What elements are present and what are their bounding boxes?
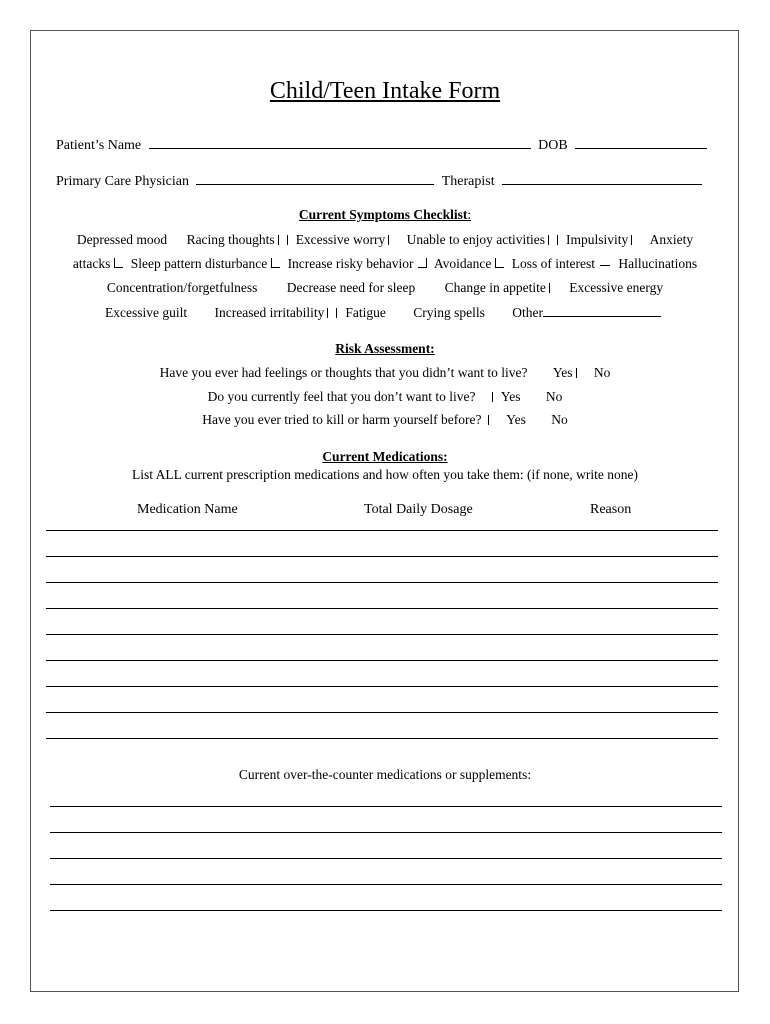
checkbox-icon[interactable]: [488, 415, 494, 425]
symptoms-row-2: [0, 256, 770, 272]
checkbox-icon[interactable]: [576, 368, 582, 378]
symptoms-heading: [0, 207, 770, 223]
risk-q1-no[interactable]: No: [593, 365, 611, 380]
checkbox-icon[interactable]: [631, 235, 637, 245]
symptom-crying-spells[interactable]: Crying spells: [413, 305, 485, 320]
symptom-decrease-sleep[interactable]: Decrease need for sleep: [286, 280, 416, 295]
medication-line[interactable]: [46, 530, 718, 531]
otc-line[interactable]: [50, 858, 722, 859]
pcp-label: Primary Care Physician: [56, 174, 189, 189]
symptom-depressed-mood[interactable]: Depressed mood: [76, 232, 168, 247]
checkbox-icon[interactable]: [600, 265, 610, 266]
column-reason: Reason: [590, 502, 632, 517]
symptom-concentration[interactable]: Concentration/forgetfulness: [106, 280, 258, 295]
symptom-avoidance[interactable]: Avoidance: [433, 256, 492, 271]
otc-label: Current over-the-counter medications or supplements:: [238, 767, 532, 782]
medication-line[interactable]: [46, 582, 718, 583]
medication-line[interactable]: [46, 608, 718, 609]
dob-label: DOB: [538, 138, 568, 153]
symptom-racing-thoughts[interactable]: Racing thoughts: [186, 232, 275, 247]
medication-line[interactable]: [46, 686, 718, 687]
pcp-field[interactable]: [196, 172, 434, 185]
checkbox-icon[interactable]: [271, 258, 280, 268]
risk-q3-yes[interactable]: Yes: [506, 412, 526, 427]
medication-line[interactable]: [46, 660, 718, 661]
risk-q2-text: Do you currently feel that you don’t want to live?: [207, 389, 476, 404]
symptom-increase-risky[interactable]: Increase risky behavior: [287, 256, 414, 271]
symptom-other[interactable]: Other: [512, 305, 543, 320]
medications-heading: Current Medications:: [322, 449, 448, 464]
column-total-daily-dosage: Total Daily Dosage: [364, 502, 473, 517]
checkbox-icon[interactable]: [492, 392, 498, 402]
risk-question-2: [0, 389, 770, 405]
form-title: Child/Teen Intake Form: [269, 78, 501, 104]
symptom-fatigue[interactable]: Fatigue: [345, 305, 386, 320]
medication-line[interactable]: [46, 556, 718, 557]
therapist-field[interactable]: [502, 172, 702, 185]
other-symptom-field[interactable]: [543, 304, 661, 317]
symptom-unable-to-enjoy[interactable]: Unable to enjoy activities: [406, 232, 546, 247]
otc-line[interactable]: [50, 832, 722, 833]
patient-name-row: [56, 136, 711, 154]
checkbox-icon[interactable]: [287, 235, 293, 245]
symptoms-heading-text: Current Symptoms Checklist: [298, 207, 468, 222]
dob-field[interactable]: [575, 136, 707, 149]
checkbox-icon[interactable]: [418, 258, 427, 268]
patient-name-label: Patient’s Name: [56, 138, 142, 153]
symptom-sleep-pattern[interactable]: Sleep pattern disturbance: [130, 256, 268, 271]
risk-heading: Risk Assessment:: [335, 341, 435, 356]
checkbox-icon[interactable]: [114, 258, 123, 268]
risk-q2-no[interactable]: No: [545, 389, 563, 404]
symptom-hallucinations[interactable]: Hallucinations: [618, 256, 698, 271]
otc-line[interactable]: [50, 884, 722, 885]
checkbox-icon[interactable]: [495, 258, 504, 268]
medication-line[interactable]: [46, 634, 718, 635]
checkbox-icon[interactable]: [388, 235, 394, 245]
symptom-excessive-energy[interactable]: Excessive energy: [569, 280, 664, 295]
therapist-label: Therapist: [441, 174, 495, 189]
patient-name-field[interactable]: [149, 136, 531, 149]
risk-question-1: [0, 365, 770, 381]
symptom-excessive-worry[interactable]: Excessive worry: [295, 232, 386, 247]
risk-q1-text: Have you ever had feelings or thoughts that you didn’t want to live?: [159, 365, 528, 380]
symptom-excessive-guilt[interactable]: Excessive guilt: [105, 305, 188, 320]
symptom-anxiety-attacks-part1[interactable]: Anxiety: [649, 232, 694, 247]
risk-q1-yes[interactable]: Yes: [552, 365, 573, 380]
otc-line[interactable]: [50, 806, 722, 807]
symptom-loss-of-interest[interactable]: Loss of interest: [511, 256, 595, 271]
symptoms-row-3: [0, 280, 770, 296]
symptoms-row-1: [0, 232, 770, 248]
symptom-increased-irritability[interactable]: Increased irritability: [214, 305, 325, 320]
physician-row: [56, 172, 706, 190]
symptom-anxiety-attacks-part2[interactable]: attacks: [72, 256, 111, 271]
checkbox-icon[interactable]: [549, 283, 555, 293]
symptoms-heading-colon: :: [467, 207, 472, 222]
otc-line[interactable]: [50, 910, 722, 911]
risk-q2-yes[interactable]: Yes: [500, 389, 521, 404]
checkbox-icon[interactable]: [278, 235, 284, 245]
medications-instructions: List ALL current prescription medications and how often you take them: (if none, write none): [132, 467, 638, 482]
checkbox-icon[interactable]: [336, 308, 342, 318]
symptom-impulsivity[interactable]: Impulsivity: [566, 232, 629, 247]
column-medication-name: Medication Name: [137, 502, 238, 517]
medication-line[interactable]: [46, 712, 718, 713]
risk-q3-no[interactable]: No: [551, 412, 568, 427]
symptoms-row-4: [0, 304, 770, 321]
checkbox-icon[interactable]: [327, 308, 333, 318]
symptom-change-appetite[interactable]: Change in appetite: [444, 280, 546, 295]
checkbox-icon[interactable]: [548, 235, 554, 245]
risk-q3-text: Have you ever tried to kill or harm yourself before?: [202, 412, 482, 427]
risk-question-3: [0, 412, 770, 428]
medication-line[interactable]: [46, 738, 718, 739]
checkbox-icon[interactable]: [557, 235, 563, 245]
